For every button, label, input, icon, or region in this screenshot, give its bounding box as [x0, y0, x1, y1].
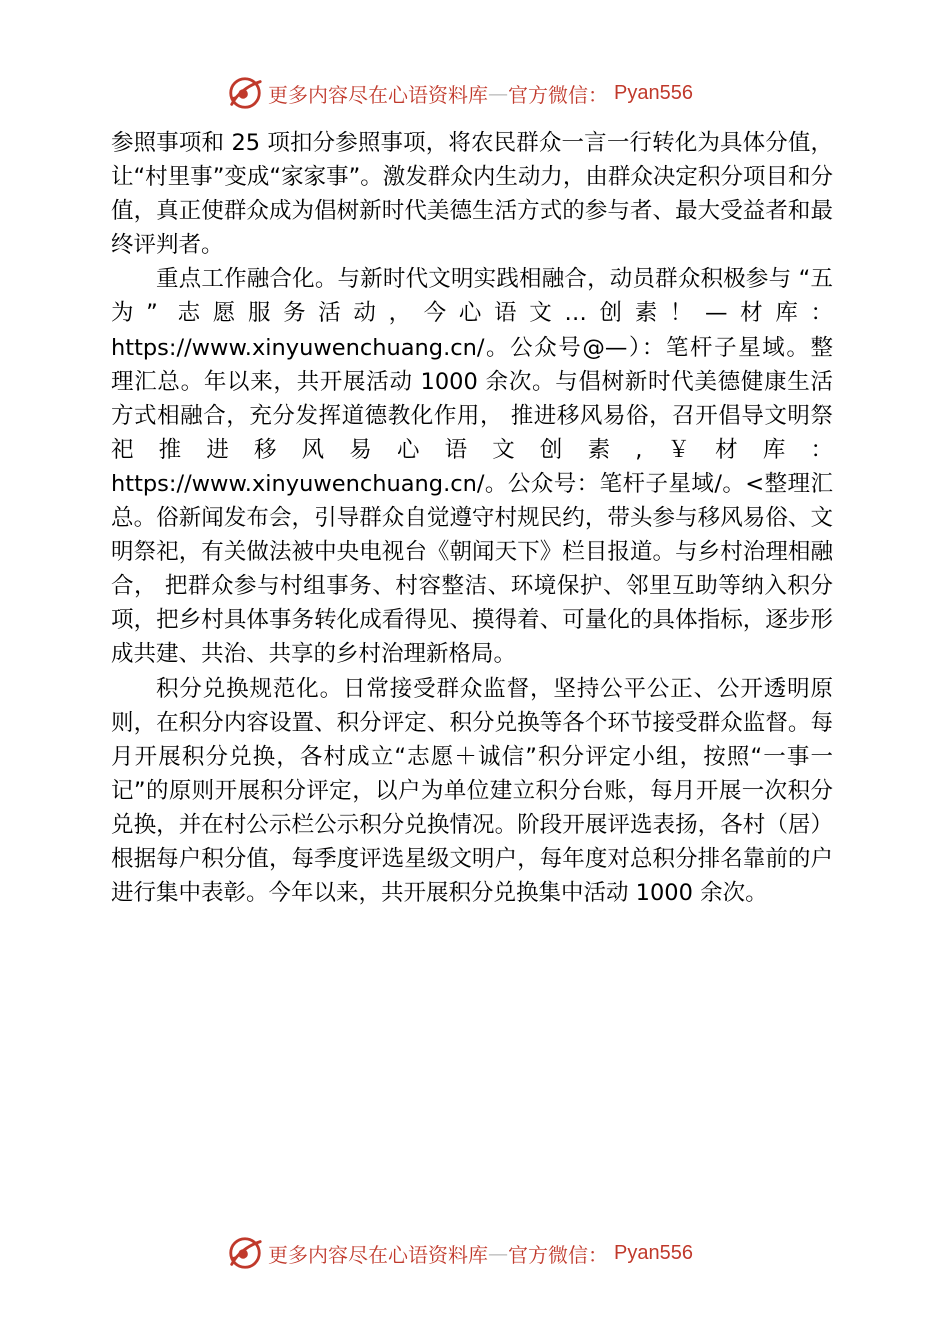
document-body	[111, 126, 833, 910]
banner-wechat-id: Pyan556	[614, 81, 693, 104]
banner-wechat-id: Pyan556	[614, 1241, 693, 1264]
brand-logo-icon	[226, 74, 264, 112]
body-paragraph-1: 参照事项和 25 项扣分参照事项，将农民群众一言一行转化为具体分值，让“村里事”变成“家家事”。激发群众内生动力，由群众决定积分项目和分值，真正使群众成为倡树新时代美德生活方式的参与者、最大受益者和最终评判者。	[111, 130, 833, 259]
banner-wechat-label: 官方微信：	[508, 1242, 608, 1267]
banner-text: 更多内容尽在心语资料库	[268, 82, 488, 107]
banner-text: 更多内容尽在心语资料库	[268, 1242, 488, 1267]
body-paragraph-2: 重点工作融合化。与新时代文明实践相融合，动员群众积极参与 “五为” 志愿服务活动，今心语文…创素！—材库：https://www.xinyuwenchuang.cn/。公众号@—）：笔杆子星域。整理汇总。年以来，共开展活动 1000 余次。与倡树新时代美德健康生活方式相融合，充分发挥道德教化作用， 推进移风易俗，召开倡导文明祭祀推进移风易心语文创素,￥材库：https://www.xinyuwenchuang.cn/。公众号：笔杆子星域/。<整理汇总。俗新闻发布会，引导群众自觉遵守村规民约，带头参与移风易俗、文明祭祀，有关做法被中央电视台《朝闻天下》栏目报道。与乡村治理相融合， 把群众参与村组事务、村容整洁、环境保护、邻里互助等纳入积分项，把乡村具体事务转化成看得见、摸得着、可量化的具体指标，逐步形成共建、共治、共享的乡村治理新格局。	[111, 266, 833, 668]
footer-banner	[226, 1231, 693, 1275]
body-paragraph-3: 积分兑换规范化。日常接受群众监督，坚持公平公正、公开透明原则，在积分内容设置、积分评定、积分兑换等各个环节接受群众监督。每月开展积分兑换，各村成立“志愿＋诚信”积分评定小组，按照“一事一记”的原则开展积分评定，以户为单位建立积分台账，每月开展一次积分兑换，并在村公示栏公示积分兑换情况。阶段开展评选表扬，各村（居）根据每户积分值，每季度评选星级文明户，每年度对总积分排名靠前的户进行集中表彰。今年以来，共开展积分兑换集中活动 1000 余次。	[111, 675, 833, 907]
banner-separator: —	[488, 81, 508, 105]
header-banner	[226, 71, 693, 115]
banner-wechat-label: 官方微信：	[508, 82, 608, 107]
brand-logo-icon	[226, 1234, 264, 1272]
banner-separator: —	[488, 1241, 508, 1265]
